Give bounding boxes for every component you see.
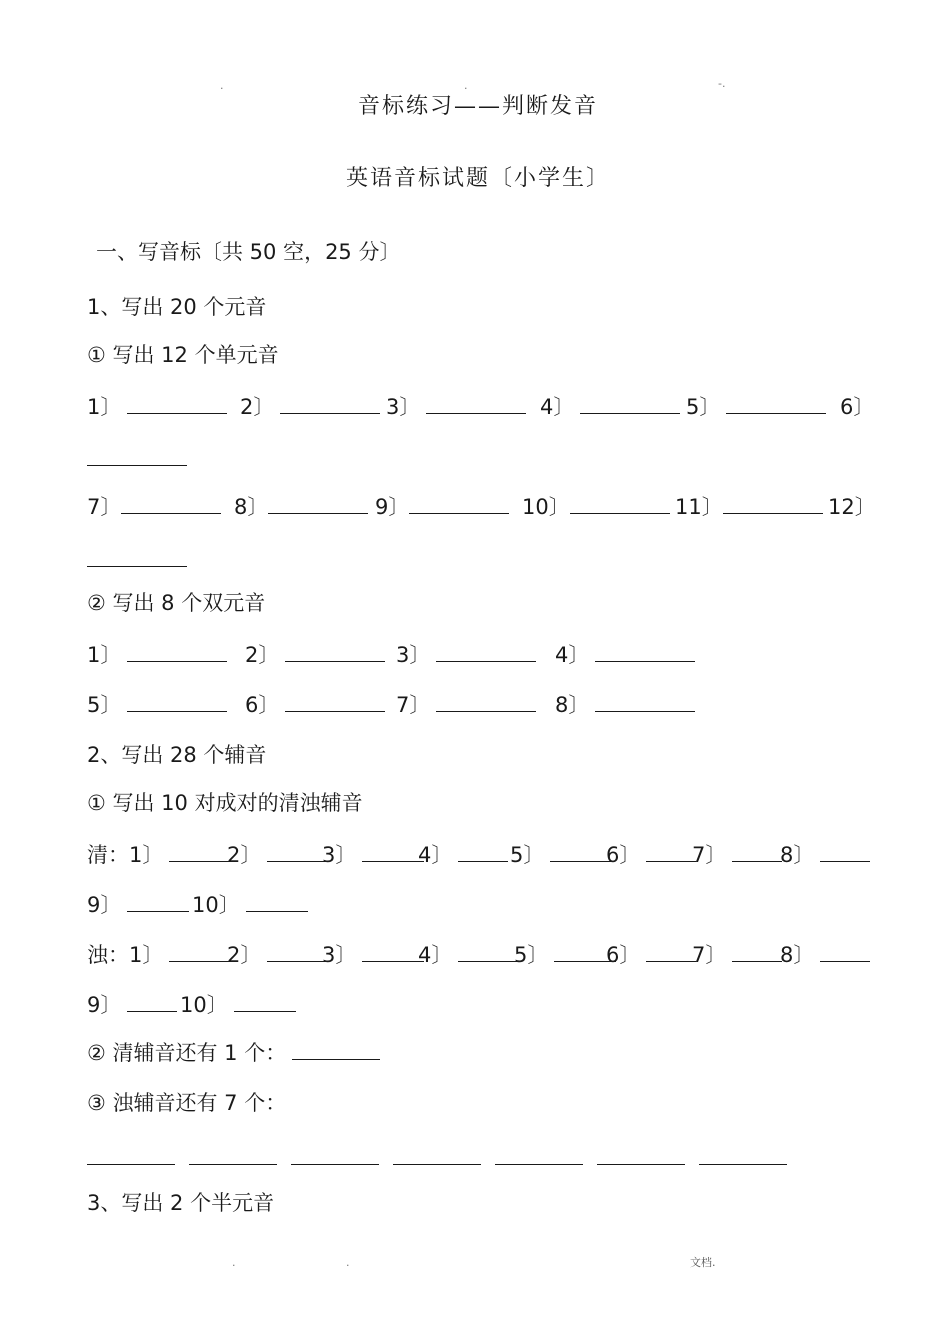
- answer-item: 2〕: [227, 945, 329, 966]
- answer-blank[interactable]: [458, 860, 508, 862]
- answer-item: 5〕: [510, 845, 612, 866]
- answer-item: 3〕: [322, 845, 424, 866]
- answer-blank[interactable]: [169, 860, 231, 862]
- answer-blank[interactable]: [820, 860, 870, 862]
- answer-blank[interactable]: [87, 1163, 175, 1165]
- answer-item: 10〕: [192, 895, 308, 916]
- page-title: 音标练习——判断发音: [358, 94, 599, 119]
- header-mark: .: [464, 79, 468, 92]
- answer-item: 3〕: [322, 945, 424, 966]
- answer-blank[interactable]: [458, 960, 520, 962]
- answer-item: 9〕: [87, 895, 189, 916]
- footer-text: 文档.: [690, 1256, 716, 1269]
- answer-item: 7〕: [396, 695, 536, 716]
- answer-item: 2〕: [245, 645, 385, 666]
- answer-item: 浊：1〕: [87, 945, 231, 966]
- answer-blank[interactable]: [597, 1163, 685, 1165]
- answer-item: 6〕: [245, 695, 385, 716]
- answer-item: 3〕: [396, 645, 536, 666]
- footer-mark: .: [232, 1256, 236, 1269]
- answer-item: 5〕: [514, 945, 616, 966]
- answer-blank[interactable]: [291, 1163, 379, 1165]
- answer-blank[interactable]: [246, 910, 308, 912]
- answer-blank[interactable]: [595, 660, 695, 662]
- answer-item: 11〕: [675, 497, 823, 518]
- question-2-heading: 2、写出 28 个辅音: [87, 743, 267, 767]
- answer-blank[interactable]: [436, 660, 536, 662]
- question-3-heading: 3、写出 2 个半元音: [87, 1191, 275, 1215]
- footer-mark: .: [346, 1256, 350, 1269]
- answer-blank[interactable]: [393, 1163, 481, 1165]
- answer-item: 8〕: [234, 497, 368, 518]
- answer-item: 7〕: [87, 497, 221, 518]
- answer-blank[interactable]: [362, 860, 424, 862]
- answer-blank[interactable]: [127, 710, 227, 712]
- answer-blank[interactable]: [268, 512, 368, 514]
- answer-blank[interactable]: [646, 860, 696, 862]
- answer-item: 清：1〕: [87, 845, 231, 866]
- answer-blank[interactable]: [127, 1010, 177, 1012]
- answer-blank[interactable]: [409, 512, 509, 514]
- answer-item: 6〕: [606, 845, 696, 866]
- answer-blank[interactable]: [87, 565, 187, 567]
- answer-blank[interactable]: [267, 860, 329, 862]
- answer-item: [87, 550, 187, 571]
- answer-blank[interactable]: [495, 1163, 583, 1165]
- answer-item: 2〕: [240, 397, 380, 418]
- answer-blank[interactable]: [580, 412, 680, 414]
- answer-blank[interactable]: [127, 910, 189, 912]
- answer-blank[interactable]: [726, 412, 826, 414]
- answer-blank[interactable]: [127, 660, 227, 662]
- section-heading: 一、写音标〔共 50 空，25 分〕: [96, 240, 401, 264]
- answer-item: 1〕: [87, 397, 227, 418]
- answer-blank[interactable]: [121, 512, 221, 514]
- answer-blank[interactable]: [189, 1163, 277, 1165]
- answer-item: 8〕: [555, 695, 695, 716]
- answer-item: 7〕: [692, 845, 782, 866]
- answer-item: 8〕: [780, 845, 870, 866]
- answer-blank[interactable]: [436, 710, 536, 712]
- answer-blank[interactable]: [732, 960, 782, 962]
- answer-blank[interactable]: [732, 860, 782, 862]
- answer-item: 4〕: [540, 397, 680, 418]
- header-mark: -.: [718, 77, 726, 90]
- q2-sub3-label: ③ 浊辅音还有 7 个：: [87, 1091, 287, 1115]
- answer-blank[interactable]: [285, 710, 385, 712]
- answer-item: 10〕: [180, 995, 296, 1016]
- answer-item: 1〕: [87, 645, 227, 666]
- answer-item: 8〕: [780, 945, 870, 966]
- answer-blank[interactable]: [127, 412, 227, 414]
- answer-blank[interactable]: [550, 860, 612, 862]
- answer-item: 6〕: [840, 395, 875, 419]
- answer-item: [87, 449, 187, 470]
- answer-blank[interactable]: [646, 960, 696, 962]
- answer-item: 5〕: [87, 695, 227, 716]
- answer-blank[interactable]: [267, 960, 329, 962]
- answer-item: 4〕: [555, 645, 695, 666]
- answer-item: 7〕: [692, 945, 782, 966]
- answer-item: 6〕: [606, 945, 696, 966]
- answer-blank[interactable]: [570, 512, 670, 514]
- answer-blank[interactable]: [426, 412, 526, 414]
- answer-blank[interactable]: [292, 1058, 380, 1060]
- answer-blank[interactable]: [169, 960, 231, 962]
- answer-item: 9〕: [87, 995, 177, 1016]
- q1-sub2-label: ② 写出 8 个双元音: [87, 591, 266, 615]
- answer-blank[interactable]: [280, 412, 380, 414]
- answer-item: 4〕: [418, 945, 520, 966]
- answer-blank[interactable]: [699, 1163, 787, 1165]
- q2-sub1-label: ① 写出 10 对成对的清浊辅音: [87, 791, 363, 815]
- answer-blank[interactable]: [234, 1010, 296, 1012]
- answer-blank[interactable]: [285, 660, 385, 662]
- answer-item: 3〕: [386, 397, 526, 418]
- answer-blank[interactable]: [362, 960, 424, 962]
- answer-item: 2〕: [227, 845, 329, 866]
- question-1-heading: 1、写出 20 个元音: [87, 295, 267, 319]
- answer-item: 5〕: [686, 397, 826, 418]
- answer-blank[interactable]: [820, 960, 870, 962]
- page-subtitle: 英语音标试题〔小学生〕: [346, 166, 611, 191]
- answer-blank[interactable]: [87, 464, 187, 466]
- answer-blank[interactable]: [723, 512, 823, 514]
- header-mark: .: [220, 79, 224, 92]
- answer-item: 4〕: [418, 845, 508, 866]
- answer-item: 9〕: [375, 497, 509, 518]
- answer-blank[interactable]: [595, 710, 695, 712]
- answer-item: 10〕: [522, 497, 670, 518]
- q1-sub1-label: ① 写出 12 个单元音: [87, 343, 279, 367]
- answer-item: 12〕: [828, 495, 876, 519]
- answer-item: ② 清辅音还有 1 个：: [87, 1043, 380, 1064]
